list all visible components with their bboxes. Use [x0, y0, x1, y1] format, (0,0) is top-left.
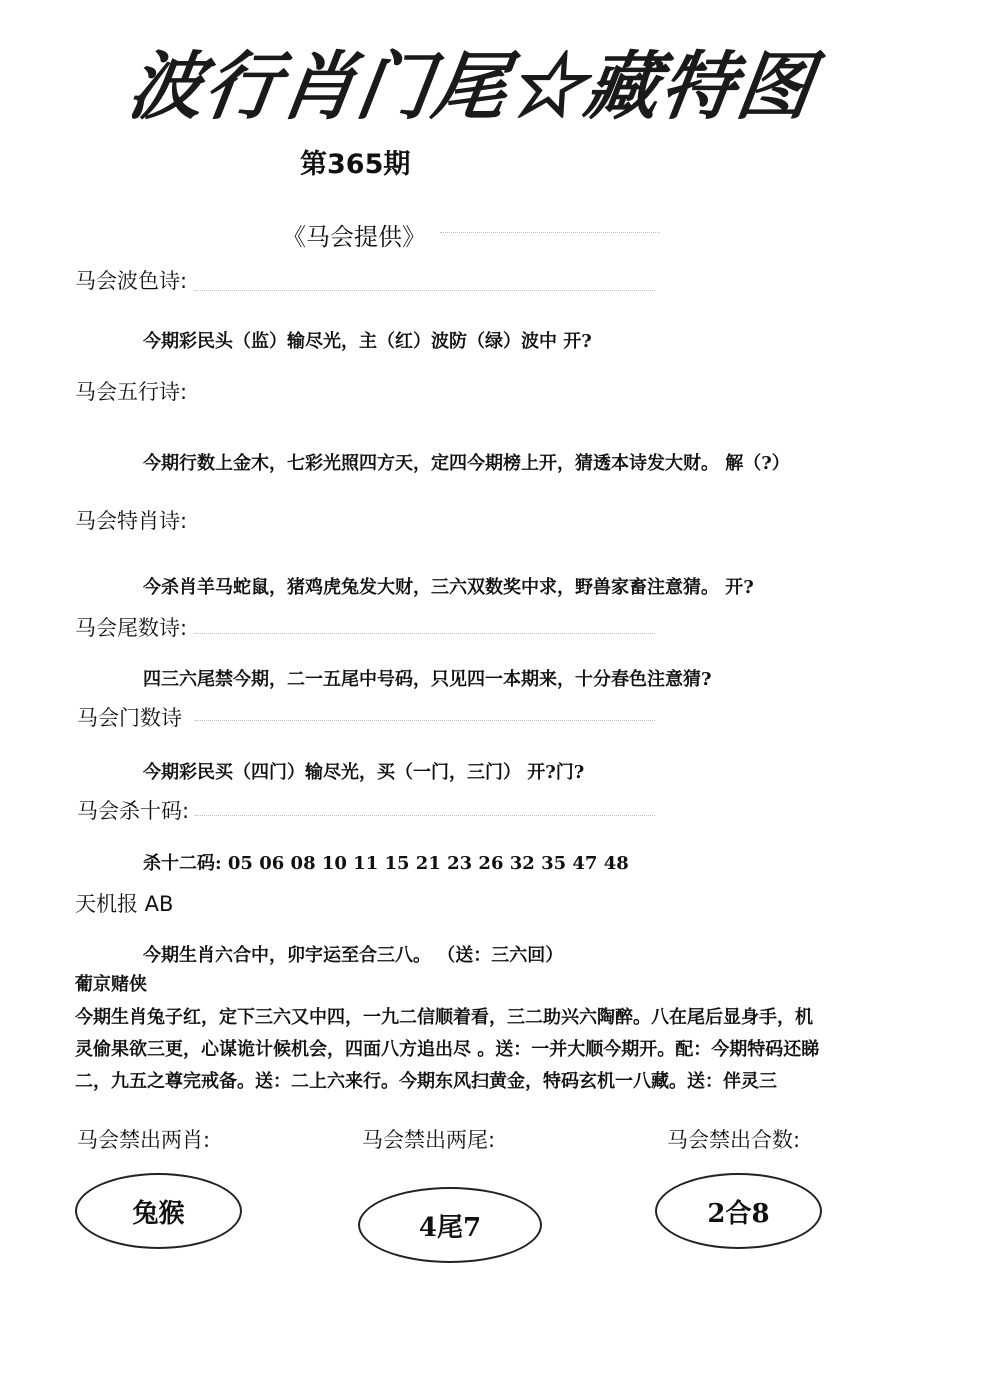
- section-label-wave: 马会波色诗:: [75, 269, 188, 293]
- pujing-line: 二，九五之尊完戒备。送：二上六来行。今期东风扫黄金，特码玄机一八藏。送：伴灵三: [75, 1071, 777, 1092]
- pujing-label: 葡京赌侠: [75, 974, 147, 995]
- issue-number: 第365期: [300, 149, 411, 180]
- section-label-zodiac: 马会特肖诗:: [75, 509, 188, 533]
- section-label-tianji: 天机报 AB: [75, 892, 174, 916]
- section-label-gate: 马会门数诗: [77, 706, 182, 730]
- ban-label-tail: 马会禁出两尾:: [362, 1128, 496, 1152]
- section-text-gate: 今期彩民买（四门）输尽光，买（一门，三门） 开?门?: [143, 762, 585, 783]
- page-title: 波行肖门尾☆藏特图: [123, 44, 820, 130]
- ban-value-tail: [358, 1187, 542, 1263]
- pujing-line: 今期生肖兔子红，定下三六又中四，一九二信顺着看，三二助兴六陶醉。八在尾后显身手，机: [75, 1007, 813, 1028]
- ban-value-text: 2合8: [707, 1198, 770, 1229]
- section-text-kill-ten: 杀十二码: 05 06 08 10 11 15 21 23 26 32 35 47 48: [143, 853, 629, 874]
- ban-label-sum: 马会禁出合数:: [667, 1128, 801, 1152]
- section-text-zodiac: 今杀肖羊马蛇鼠，猪鸡虎兔发大财，三六双数奖中求，野兽家畜注意猜。 开?: [143, 577, 754, 598]
- section-label-kill-ten: 马会杀十码:: [77, 799, 190, 823]
- section-text-five-elements: 今期行数上金木，七彩光照四方天，定四今期榜上开，猜透本诗发大财。 解（?）: [143, 453, 790, 474]
- divider: [195, 815, 655, 817]
- divider: [195, 633, 655, 635]
- section-text-tianji: 今期生肖六合中，卯宇运至合三八。 （送：三六回）: [143, 945, 564, 966]
- ban-value-text: 4尾7: [418, 1212, 482, 1243]
- section-text-tail: 四三六尾禁今期，二一五尾中号码，只见四一本期来，十分春色注意猜?: [143, 669, 712, 690]
- divider: [195, 720, 655, 722]
- section-text-wave: 今期彩民头（监）输尽光，主（红）波防（绿）波中 开?: [143, 331, 592, 352]
- ban-label-zodiac: 马会禁出两肖:: [77, 1128, 211, 1152]
- section-label-tail: 马会尾数诗:: [75, 616, 188, 640]
- ban-value-text: 兔猴: [132, 1198, 185, 1229]
- pujing-line: 灵偷果欲三更，心谋诡计候机会，四面八方追出尽 。送：一并大顺今期开。配：今期特码还睇: [75, 1039, 820, 1060]
- provider-label: 《马会提供》: [282, 223, 426, 251]
- divider: [195, 290, 655, 292]
- section-label-five-elements: 马会五行诗:: [75, 380, 188, 404]
- divider: [440, 232, 660, 234]
- ban-value-zodiac: [75, 1173, 242, 1249]
- ban-value-sum: [655, 1173, 822, 1249]
